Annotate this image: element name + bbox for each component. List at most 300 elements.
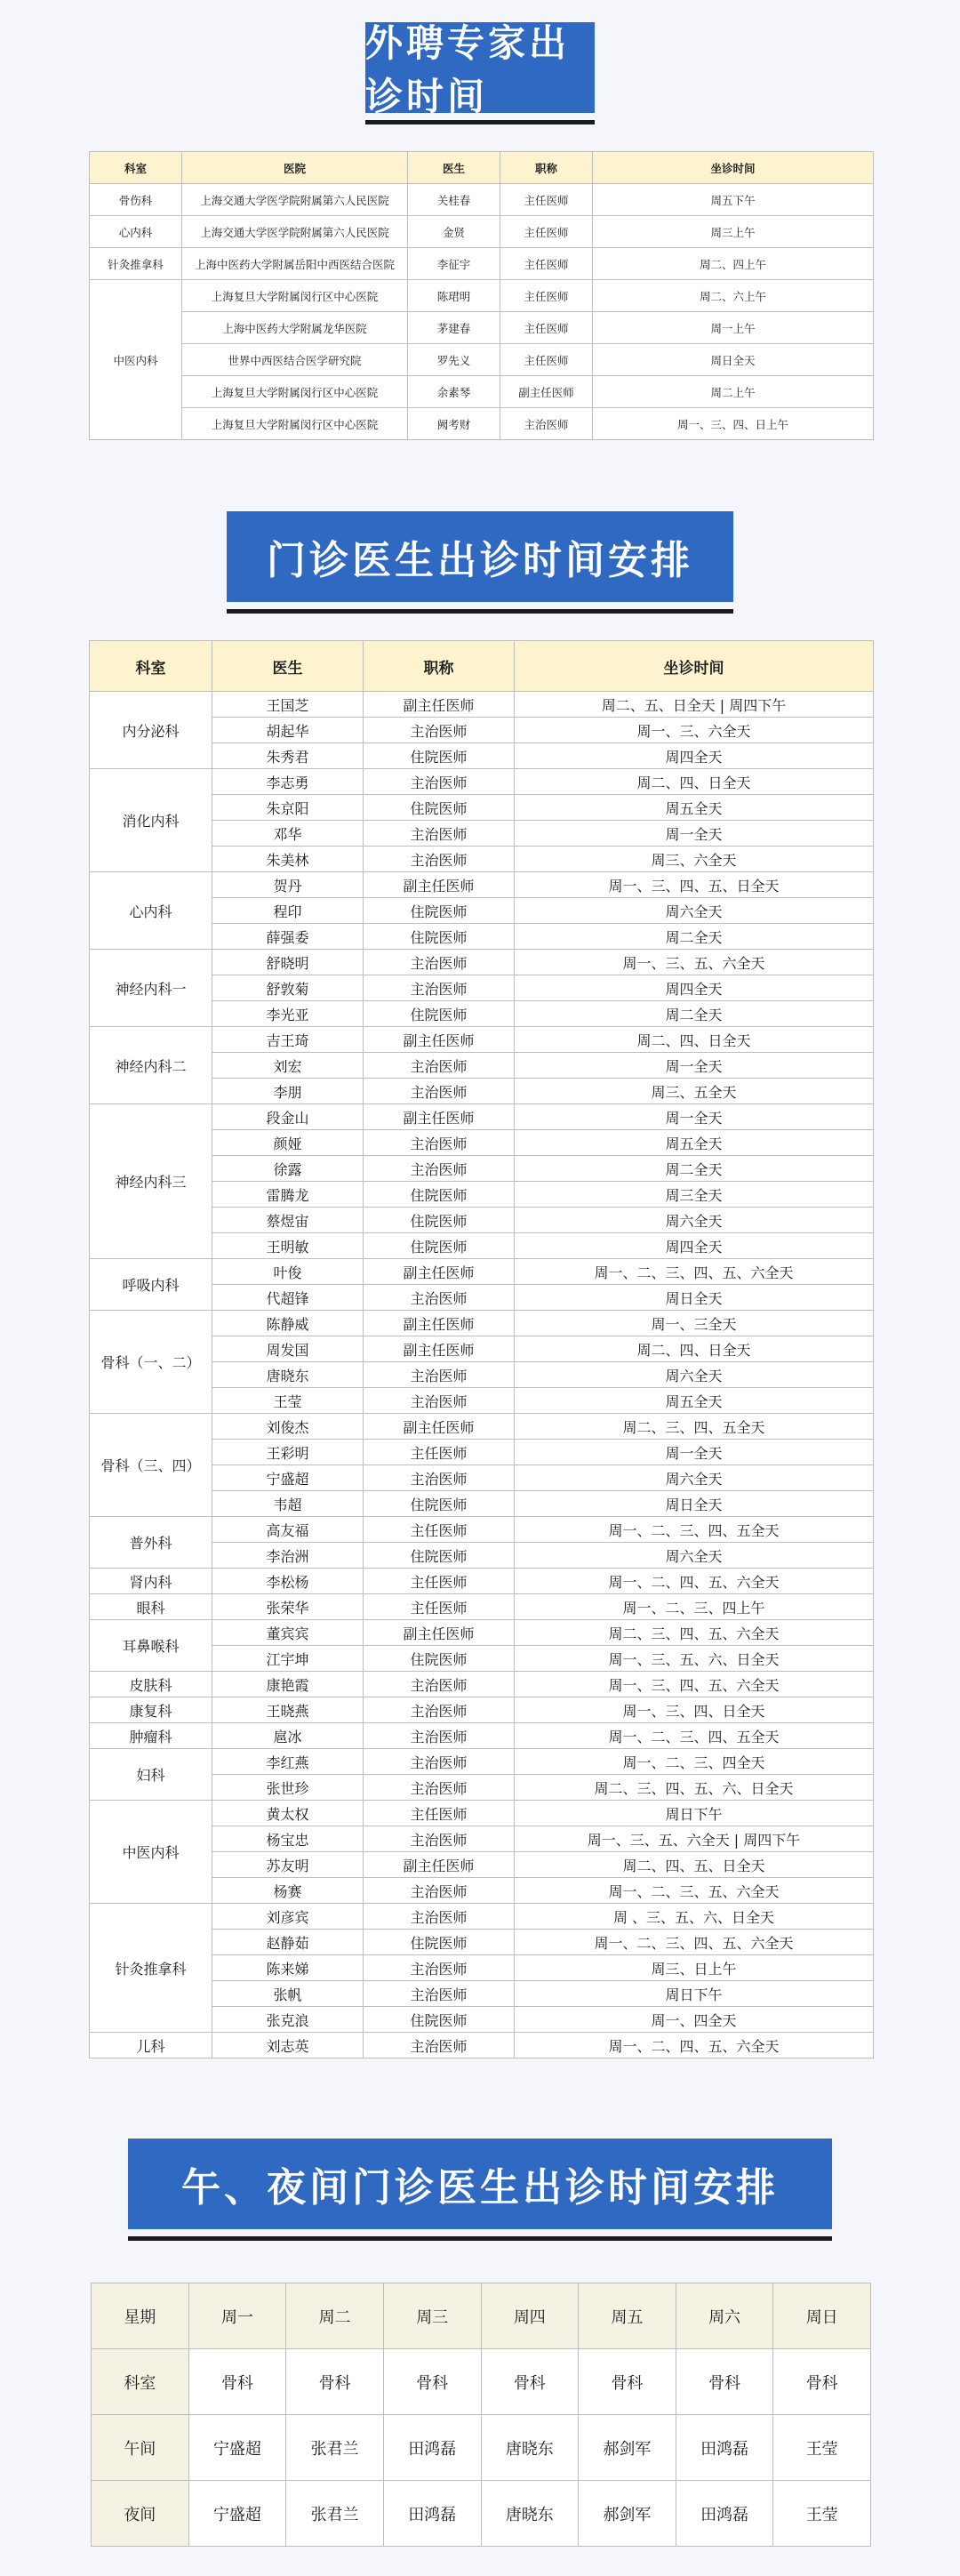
department-cell: 神经内科三 xyxy=(90,1104,212,1259)
title-cell: 主治医师 xyxy=(364,1465,515,1491)
table-row xyxy=(90,692,874,718)
department-cell: 心内科 xyxy=(90,872,212,950)
column-header: 医院 xyxy=(182,152,408,184)
doctor-cell: 扈冰 xyxy=(212,1723,364,1749)
schedule-cell: 骨科 xyxy=(579,2349,676,2415)
title-cell: 主治医师 xyxy=(364,1156,515,1182)
hospital-cell: 上海交通大学医学院附属第六人民医院 xyxy=(182,184,408,216)
hospital-cell: 上海中医药大学附属岳阳中西医结合医院 xyxy=(182,248,408,280)
department-cell: 针灸推拿科 xyxy=(90,248,182,280)
table-row xyxy=(90,1697,874,1723)
table-row xyxy=(90,1749,874,1775)
section-title: 外聘专家出诊时间 xyxy=(365,22,595,113)
schedule-cell: 周一、三、五、六全天 xyxy=(515,950,874,975)
schedule-cell: 周五全天 xyxy=(515,1388,874,1414)
external-experts-table xyxy=(89,151,874,440)
title-cell: 副主任医师 xyxy=(364,1259,515,1285)
schedule-cell: 周 、三、五、六、日全天 xyxy=(515,1904,874,1930)
title-cell: 住院医师 xyxy=(364,924,515,950)
column-header: 医生 xyxy=(408,152,500,184)
schedule-cell: 田鸿磊 xyxy=(676,2481,773,2547)
title-cell: 主治医师 xyxy=(364,1672,515,1697)
schedule-cell: 周日全天 xyxy=(515,1285,874,1311)
doctor-cell: 朱秀君 xyxy=(212,743,364,769)
schedule-cell: 唐晓东 xyxy=(481,2415,579,2481)
title-cell: 主任医师 xyxy=(364,1517,515,1543)
title-cell: 主治医师 xyxy=(364,1053,515,1079)
schedule-cell: 周六全天 xyxy=(515,898,874,924)
column-header: 坐诊时间 xyxy=(515,641,874,692)
schedule-cell: 周一、二、三、四上午 xyxy=(515,1594,874,1620)
schedule-cell: 周四全天 xyxy=(515,743,874,769)
schedule-cell: 周五全天 xyxy=(515,795,874,821)
title-cell: 主任医师 xyxy=(364,1801,515,1826)
schedule-cell: 周二、三、四、五全天 xyxy=(515,1414,874,1440)
table-row xyxy=(90,1414,874,1440)
title-cell: 住院医师 xyxy=(364,1491,515,1517)
department-cell: 神经内科一 xyxy=(90,950,212,1027)
title-cell: 副主任医师 xyxy=(364,1620,515,1646)
title-cell: 主治医师 xyxy=(364,1130,515,1156)
schedule-cell: 骨科 xyxy=(481,2349,579,2415)
doctor-cell: 刘彦宾 xyxy=(212,1904,364,1930)
schedule-cell: 宁盛超 xyxy=(188,2481,286,2547)
title-cell: 副主任医师 xyxy=(364,872,515,898)
schedule-cell: 周二、四、日全天 xyxy=(515,1336,874,1362)
schedule-cell: 周一、二、三、五、六全天 xyxy=(515,1878,874,1904)
schedule-cell: 王莹 xyxy=(773,2481,871,2547)
doctor-cell: 余素琴 xyxy=(408,376,500,408)
table-row xyxy=(90,1259,874,1285)
schedule-cell: 骨科 xyxy=(188,2349,286,2415)
title-cell: 主治医师 xyxy=(364,1697,515,1723)
title-cell: 住院医师 xyxy=(364,1543,515,1569)
table-row xyxy=(90,1672,874,1697)
doctor-cell: 唐晓东 xyxy=(212,1362,364,1388)
schedule-cell: 周一、二、三、四、五、六全天 xyxy=(515,1930,874,1955)
title-cell: 副主任医师 xyxy=(364,1027,515,1053)
doctor-cell: 胡起华 xyxy=(212,718,364,743)
hospital-cell: 上海交通大学医学院附属第六人民医院 xyxy=(182,216,408,248)
doctor-cell: 李松杨 xyxy=(212,1569,364,1594)
title-cell: 主治医师 xyxy=(364,1285,515,1311)
schedule-cell: 周二、四、日全天 xyxy=(515,769,874,795)
department-cell: 耳鼻喉科 xyxy=(90,1620,212,1672)
doctor-cell: 张荣华 xyxy=(212,1594,364,1620)
doctor-cell: 黄太权 xyxy=(212,1801,364,1826)
title-cell: 副主任医师 xyxy=(364,692,515,718)
doctor-cell: 刘俊杰 xyxy=(212,1414,364,1440)
department-cell: 中医内科 xyxy=(90,280,182,440)
weekday-header: 周四 xyxy=(481,2283,579,2349)
doctor-cell: 王莹 xyxy=(212,1388,364,1414)
title-cell: 主任医师 xyxy=(500,248,593,280)
column-header: 坐诊时间 xyxy=(593,152,874,184)
title-cell: 主治医师 xyxy=(364,718,515,743)
schedule-cell: 周六全天 xyxy=(515,1362,874,1388)
table-row xyxy=(90,1594,874,1620)
hospital-cell: 上海复旦大学附属闵行区中心医院 xyxy=(182,376,408,408)
table-row xyxy=(90,216,874,248)
doctor-cell: 舒晓明 xyxy=(212,950,364,975)
schedule-cell: 骨科 xyxy=(383,2349,481,2415)
doctor-cell: 杨宝忠 xyxy=(212,1826,364,1852)
title-cell: 副主任医师 xyxy=(364,1852,515,1878)
schedule-cell: 周二、三、四、五、六全天 xyxy=(515,1620,874,1646)
title-cell: 住院医师 xyxy=(364,1930,515,1955)
schedule-cell: 唐晓东 xyxy=(481,2481,579,2547)
table-row xyxy=(90,344,874,376)
schedule-cell: 周三、日上午 xyxy=(515,1955,874,1981)
doctor-cell: 朱京阳 xyxy=(212,795,364,821)
title-cell: 主治医师 xyxy=(364,950,515,975)
column-header: 职称 xyxy=(500,152,593,184)
schedule-cell: 周一、三、六全天 xyxy=(515,718,874,743)
table-header-row xyxy=(90,641,874,692)
schedule-cell: 张君兰 xyxy=(286,2481,384,2547)
schedule-cell: 周二、四、日全天 xyxy=(515,1027,874,1053)
department-cell: 儿科 xyxy=(90,2033,212,2058)
table-row xyxy=(90,950,874,975)
section-title: 午、夜间门诊医生出诊时间安排 xyxy=(128,2139,832,2229)
schedule-cell: 王莹 xyxy=(773,2415,871,2481)
title-cell: 住院医师 xyxy=(364,1001,515,1027)
title-cell: 主治医师 xyxy=(364,847,515,872)
column-header: 科室 xyxy=(90,641,212,692)
schedule-cell: 周一、三、四、日全天 xyxy=(515,1697,874,1723)
title-cell: 主治医师 xyxy=(364,1955,515,1981)
title-cell: 主任医师 xyxy=(500,344,593,376)
schedule-cell: 周二、三、四、五、六、日全天 xyxy=(515,1775,874,1801)
table-header-row xyxy=(90,152,874,184)
title-cell: 副主任医师 xyxy=(364,1414,515,1440)
schedule-cell: 周三上午 xyxy=(593,216,874,248)
doctor-cell: 刘志英 xyxy=(212,2033,364,2058)
hospital-cell: 上海中医药大学附属龙华医院 xyxy=(182,312,408,344)
doctor-cell: 邓华 xyxy=(212,821,364,847)
schedule-cell: 周日全天 xyxy=(515,1491,874,1517)
title-cell: 主任医师 xyxy=(364,1594,515,1620)
doctor-cell: 李红燕 xyxy=(212,1749,364,1775)
schedule-cell: 田鸿磊 xyxy=(383,2415,481,2481)
doctor-cell: 宁盛超 xyxy=(212,1465,364,1491)
title-cell: 主治医师 xyxy=(364,769,515,795)
doctor-cell: 叶俊 xyxy=(212,1259,364,1285)
table-row xyxy=(90,184,874,216)
title-cell: 主治医师 xyxy=(364,1826,515,1852)
department-cell: 骨科（三、四） xyxy=(90,1414,212,1517)
title-cell: 副主任医师 xyxy=(364,1336,515,1362)
doctor-cell: 贺丹 xyxy=(212,872,364,898)
schedule-cell: 骨科 xyxy=(286,2349,384,2415)
doctor-cell: 王彩明 xyxy=(212,1440,364,1465)
doctor-cell: 李治洲 xyxy=(212,1543,364,1569)
table-row xyxy=(90,248,874,280)
department-cell: 神经内科二 xyxy=(90,1027,212,1104)
title-cell: 主治医师 xyxy=(364,1775,515,1801)
doctor-cell: 薛强委 xyxy=(212,924,364,950)
title-cell: 主治医师 xyxy=(500,408,593,440)
doctor-cell: 茅建春 xyxy=(408,312,500,344)
department-cell: 内分泌科 xyxy=(90,692,212,769)
schedule-cell: 周日全天 xyxy=(593,344,874,376)
outpatient-schedule-table xyxy=(89,640,874,2058)
title-cell: 住院医师 xyxy=(364,1233,515,1259)
banner-external-experts xyxy=(0,22,960,124)
doctor-cell: 江宇坤 xyxy=(212,1646,364,1672)
schedule-cell: 周二上午 xyxy=(593,376,874,408)
table-row xyxy=(90,280,874,312)
doctor-cell: 高友福 xyxy=(212,1517,364,1543)
table-row xyxy=(92,2283,871,2349)
doctor-cell: 蔡煜宙 xyxy=(212,1208,364,1233)
doctor-cell: 徐露 xyxy=(212,1156,364,1182)
title-cell: 副主任医师 xyxy=(364,1104,515,1130)
department-cell: 康复科 xyxy=(90,1697,212,1723)
schedule-cell: 周五全天 xyxy=(515,1130,874,1156)
department-cell: 肿瘤科 xyxy=(90,1723,212,1749)
title-cell: 主任医师 xyxy=(500,184,593,216)
doctor-cell: 舒敦菊 xyxy=(212,975,364,1001)
table-row xyxy=(90,1027,874,1053)
table-row xyxy=(90,1801,874,1826)
title-cell: 主任医师 xyxy=(500,216,593,248)
schedule-cell: 张君兰 xyxy=(286,2415,384,2481)
noon-night-schedule-table xyxy=(91,2283,871,2547)
schedule-cell: 周一、三、五、六、日全天 xyxy=(515,1646,874,1672)
title-cell: 主治医师 xyxy=(364,975,515,1001)
doctor-cell: 王晓燕 xyxy=(212,1697,364,1723)
title-cell: 主治医师 xyxy=(364,821,515,847)
title-cell: 住院医师 xyxy=(364,1182,515,1208)
title-cell: 住院医师 xyxy=(364,1646,515,1672)
title-cell: 主治医师 xyxy=(364,1388,515,1414)
title-cell: 副主任医师 xyxy=(500,376,593,408)
table-row xyxy=(90,312,874,344)
weekday-header: 周六 xyxy=(676,2283,773,2349)
schedule-cell: 周一上午 xyxy=(593,312,874,344)
schedule-cell: 周三、六全天 xyxy=(515,847,874,872)
title-cell: 主治医师 xyxy=(364,1904,515,1930)
title-cell: 主治医师 xyxy=(364,1723,515,1749)
hospital-cell: 世界中西医结合医学研究院 xyxy=(182,344,408,376)
schedule-cell: 周二、六上午 xyxy=(593,280,874,312)
schedule-cell: 周一、二、四、五、六全天 xyxy=(515,1569,874,1594)
table-row xyxy=(90,1620,874,1646)
schedule-cell: 郝剑军 xyxy=(579,2415,676,2481)
schedule-cell: 周一、二、三、四、五全天 xyxy=(515,1517,874,1543)
schedule-cell: 周二全天 xyxy=(515,924,874,950)
row-label-cell: 星期 xyxy=(92,2283,189,2349)
doctor-cell: 雷腾龙 xyxy=(212,1182,364,1208)
doctor-cell: 阙考财 xyxy=(408,408,500,440)
title-cell: 主治医师 xyxy=(364,1362,515,1388)
table-row xyxy=(90,1517,874,1543)
department-cell: 中医内科 xyxy=(90,1801,212,1904)
weekday-header: 周三 xyxy=(383,2283,481,2349)
doctor-cell: 苏友明 xyxy=(212,1852,364,1878)
doctor-cell: 刘宏 xyxy=(212,1053,364,1079)
schedule-cell: 周六全天 xyxy=(515,1208,874,1233)
schedule-cell: 周一、三全天 xyxy=(515,1311,874,1336)
column-header: 医生 xyxy=(212,641,364,692)
doctor-cell: 董宾宾 xyxy=(212,1620,364,1646)
doctor-cell: 陈静威 xyxy=(212,1311,364,1336)
table-row xyxy=(90,769,874,795)
doctor-cell: 周发国 xyxy=(212,1336,364,1362)
schedule-cell: 田鸿磊 xyxy=(383,2481,481,2547)
title-cell: 主任医师 xyxy=(500,280,593,312)
banner-outpatient xyxy=(0,511,960,614)
doctor-cell: 赵静茹 xyxy=(212,1930,364,1955)
table-row xyxy=(92,2349,871,2415)
schedule-cell: 周日下午 xyxy=(515,1801,874,1826)
schedule-cell: 周日下午 xyxy=(515,1981,874,2007)
title-cell: 住院医师 xyxy=(364,2007,515,2033)
weekday-header: 周日 xyxy=(773,2283,871,2349)
doctor-cell: 李志勇 xyxy=(212,769,364,795)
doctor-cell: 罗先义 xyxy=(408,344,500,376)
schedule-cell: 周一全天 xyxy=(515,1053,874,1079)
table-row xyxy=(90,872,874,898)
schedule-cell: 周一、二、三、四、五、六全天 xyxy=(515,1259,874,1285)
doctor-cell: 李朋 xyxy=(212,1079,364,1104)
row-label-cell: 科室 xyxy=(92,2349,189,2415)
schedule-cell: 田鸿磊 xyxy=(676,2415,773,2481)
department-cell: 普外科 xyxy=(90,1517,212,1569)
schedule-cell: 周一、三、四、五、日全天 xyxy=(515,872,874,898)
title-underline xyxy=(227,609,733,614)
schedule-cell: 周三全天 xyxy=(515,1182,874,1208)
schedule-cell: 郝剑军 xyxy=(579,2481,676,2547)
doctor-cell: 陈珺明 xyxy=(408,280,500,312)
title-cell: 主任医师 xyxy=(364,1440,515,1465)
title-cell: 主治医师 xyxy=(364,2033,515,2058)
schedule-cell: 周二、四上午 xyxy=(593,248,874,280)
doctor-cell: 李征宇 xyxy=(408,248,500,280)
schedule-cell: 宁盛超 xyxy=(188,2415,286,2481)
schedule-cell: 周一、四全天 xyxy=(515,2007,874,2033)
table-row xyxy=(92,2415,871,2481)
schedule-cell: 周六全天 xyxy=(515,1543,874,1569)
title-cell: 住院医师 xyxy=(364,795,515,821)
table-row xyxy=(90,1104,874,1130)
hospital-cell: 上海复旦大学附属闵行区中心医院 xyxy=(182,280,408,312)
table-row xyxy=(90,1723,874,1749)
doctor-cell: 张克浪 xyxy=(212,2007,364,2033)
schedule-cell: 周一、二、三、四、五全天 xyxy=(515,1723,874,1749)
schedule-cell: 周二全天 xyxy=(515,1156,874,1182)
schedule-cell: 周二全天 xyxy=(515,1001,874,1027)
department-cell: 肾内科 xyxy=(90,1569,212,1594)
banner-noon-night xyxy=(0,2139,960,2241)
doctor-cell: 张帆 xyxy=(212,1981,364,2007)
department-cell: 针灸推拿科 xyxy=(90,1904,212,2033)
schedule-cell: 周一、二、四、五、六全天 xyxy=(515,2033,874,2058)
doctor-cell: 韦超 xyxy=(212,1491,364,1517)
department-cell: 消化内科 xyxy=(90,769,212,872)
schedule-cell: 周四全天 xyxy=(515,975,874,1001)
table-row xyxy=(90,376,874,408)
weekday-header: 周一 xyxy=(188,2283,286,2349)
department-cell: 骨伤科 xyxy=(90,184,182,216)
doctor-cell: 朱美林 xyxy=(212,847,364,872)
table-row xyxy=(90,1569,874,1594)
doctor-cell: 王明敏 xyxy=(212,1233,364,1259)
title-cell: 住院医师 xyxy=(364,743,515,769)
schedule-cell: 周一、三、五、六全天 | 周四下午 xyxy=(515,1826,874,1852)
schedule-cell: 周二、四、五、日全天 xyxy=(515,1852,874,1878)
title-cell: 主任医师 xyxy=(500,312,593,344)
schedule-cell: 周二、五、日全天 | 周四下午 xyxy=(515,692,874,718)
title-cell: 住院医师 xyxy=(364,1208,515,1233)
title-underline xyxy=(365,120,595,124)
doctor-cell: 关桂春 xyxy=(408,184,500,216)
title-cell: 副主任医师 xyxy=(364,1311,515,1336)
department-cell: 眼科 xyxy=(90,1594,212,1620)
title-cell: 主治医师 xyxy=(364,1981,515,2007)
doctor-cell: 代超锋 xyxy=(212,1285,364,1311)
weekday-header: 周五 xyxy=(579,2283,676,2349)
table-row xyxy=(90,1904,874,1930)
table-row xyxy=(92,2481,871,2547)
weekday-header: 周二 xyxy=(286,2283,384,2349)
table-row xyxy=(90,1311,874,1336)
doctor-cell: 颜娅 xyxy=(212,1130,364,1156)
schedule-cell: 周四全天 xyxy=(515,1233,874,1259)
column-header: 职称 xyxy=(364,641,515,692)
doctor-cell: 张世珍 xyxy=(212,1775,364,1801)
doctor-cell: 程印 xyxy=(212,898,364,924)
schedule-cell: 周一全天 xyxy=(515,1104,874,1130)
schedule-cell: 周三、五全天 xyxy=(515,1079,874,1104)
doctor-cell: 康艳霞 xyxy=(212,1672,364,1697)
title-cell: 主治医师 xyxy=(364,1079,515,1104)
hospital-cell: 上海复旦大学附属闵行区中心医院 xyxy=(182,408,408,440)
doctor-cell: 段金山 xyxy=(212,1104,364,1130)
schedule-cell: 骨科 xyxy=(676,2349,773,2415)
schedule-cell: 周六全天 xyxy=(515,1465,874,1491)
title-cell: 主治医师 xyxy=(364,1878,515,1904)
table-row xyxy=(90,408,874,440)
department-cell: 呼吸内科 xyxy=(90,1259,212,1311)
row-label-cell: 夜间 xyxy=(92,2481,189,2547)
schedule-cell: 周一、三、四、五、六全天 xyxy=(515,1672,874,1697)
schedule-cell: 周五下午 xyxy=(593,184,874,216)
doctor-cell: 杨赛 xyxy=(212,1878,364,1904)
schedule-cell: 周一、三、四、日上午 xyxy=(593,408,874,440)
doctor-cell: 陈来娣 xyxy=(212,1955,364,1981)
schedule-cell: 周一全天 xyxy=(515,821,874,847)
department-cell: 心内科 xyxy=(90,216,182,248)
section-title: 门诊医生出诊时间安排 xyxy=(227,511,733,602)
doctor-cell: 金贤 xyxy=(408,216,500,248)
doctor-cell: 王国芝 xyxy=(212,692,364,718)
table-row xyxy=(90,2033,874,2058)
doctor-cell: 李光亚 xyxy=(212,1001,364,1027)
title-cell: 主治医师 xyxy=(364,1749,515,1775)
doctor-cell: 吉王琦 xyxy=(212,1027,364,1053)
department-cell: 皮肤科 xyxy=(90,1672,212,1697)
title-underline xyxy=(128,2236,832,2241)
title-cell: 住院医师 xyxy=(364,898,515,924)
schedule-cell: 周一、二、三、四全天 xyxy=(515,1749,874,1775)
column-header: 科室 xyxy=(90,152,182,184)
row-label-cell: 午间 xyxy=(92,2415,189,2481)
schedule-cell: 骨科 xyxy=(773,2349,871,2415)
schedule-cell: 周一全天 xyxy=(515,1440,874,1465)
department-cell: 骨科（一、二） xyxy=(90,1311,212,1414)
